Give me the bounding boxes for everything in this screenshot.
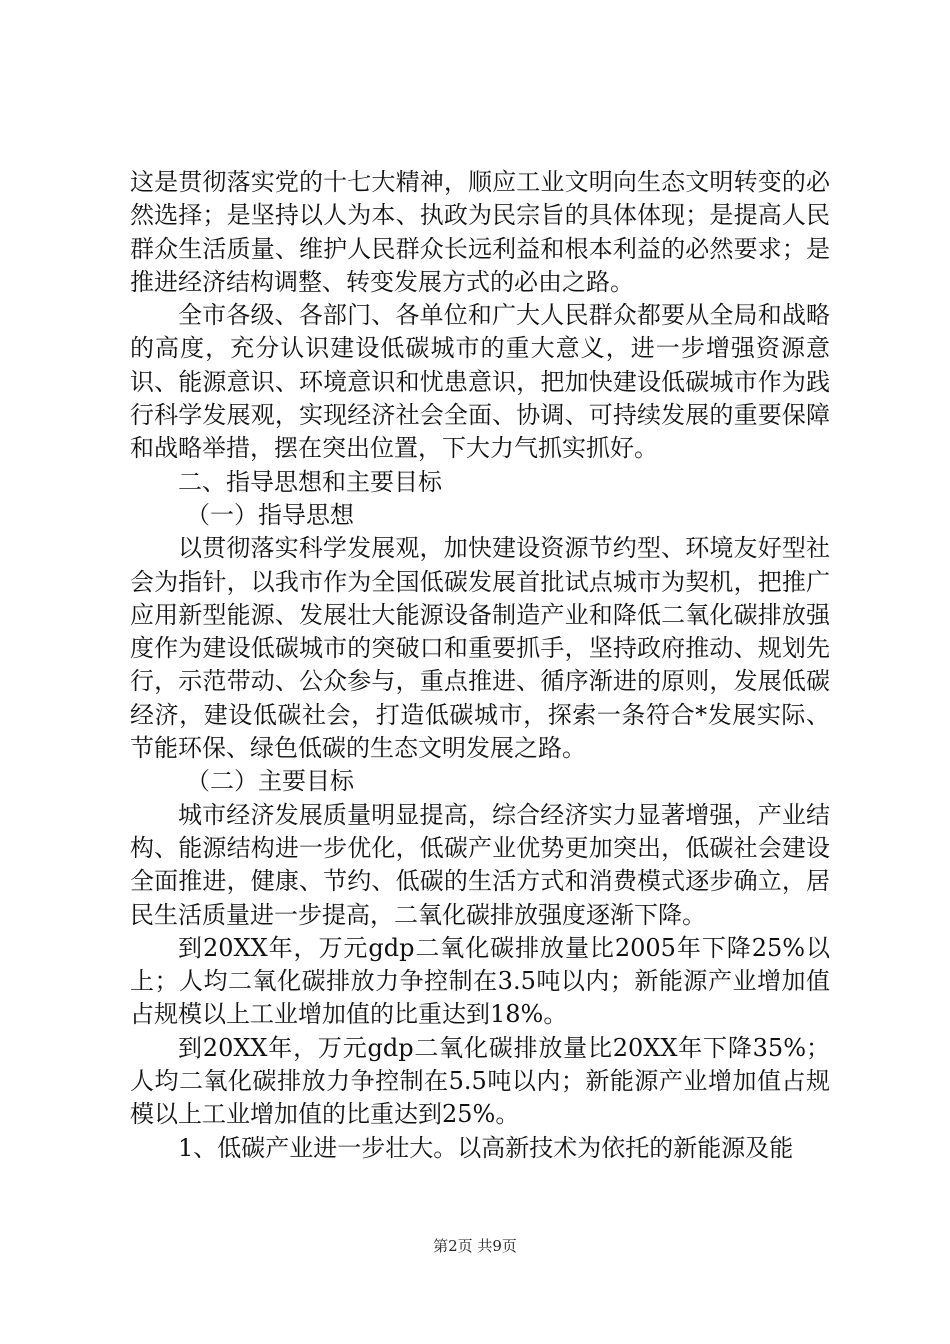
section-heading: 二、指导思想和主要目标 — [178, 467, 442, 496]
subsection-heading-guiding-thought: （一）指导思想 — [186, 500, 354, 529]
subsection-heading-main-goals: （二）主要目标 — [186, 767, 354, 796]
paragraph-target-1: 到20XX年，万元gdp二氧化碳排放量比2005年下降25%以上；人均二氧化碳排放力争控制在3.5吨以内；新能源产业增加值占规模以上工业增加值的比重达到18%。 — [130, 933, 830, 1029]
paragraph-significance: 全市各级、各部门、各单位和广大人民群众都要从全局和战略的高度，充分认识建设低碳城市的重大意义，进一步增强资源意识、能源意识、环境意识和忧患意识，把加快建设低碳城市作为践行科学发展观，实现经济社会全面、协调、可持续发展的重要保障和战略举措，摆在突出位置，下大力气抓实抓好。 — [130, 301, 830, 463]
paragraph-guiding-thought: 以贯彻落实科学发展观，加快建设资源节约型、环境友好型社会为指针，以我市作为全国低碳发展首批试点城市为契机，把推广应用新型能源、发展壮大能源设备制造产业和降低二氧化碳排放强度作为建设低碳城市的突破口和重要抓手，坚持政府推动、规划先行，示范带动、公众参与，重点推进、循序渐进的原则，发展低碳经济，建设低碳社会，打造低碳城市，探索一条符合*发展实际、节能环保、绿色低碳的生态文明发展之路。 — [130, 534, 830, 763]
paragraph-item-1: 1、低碳产业进一步壮大。以高新技术为依托的新能源及能 — [178, 1133, 794, 1162]
page-footer: 第2页 共9页 — [433, 1237, 517, 1255]
document-body — [130, 166, 830, 1165]
paragraph-main-goals: 城市经济发展质量明显提高，综合经济实力显著增强，产业结构、能源结构进一步优化，低碳产业优势更加突出，低碳社会建设全面推进，健康、节约、低碳的生活方式和消费模式逐步确立，居民生活质量进一步提高，二氧化碳排放强度逐渐下降。 — [130, 800, 830, 929]
paragraph-target-2: 到20XX年，万元gdp二氧化碳排放量比20XX年下降35%；人均二氧化碳排放力争控制在5.5吨以内；新能源产业增加值占规模以上工业增加值的比重达到25%。 — [130, 1033, 830, 1129]
paragraph-continuation: 这是贯彻落实党的十七大精神，顺应工业文明向生态文明转变的必然选择；是坚持以人为本、执政为民宗旨的具体体现；是提高人民群众生活质量、维护人民群众长远利益和根本利益的必然要求；是推进经济结构调整、转变发展方式的必由之路。 — [130, 168, 830, 296]
